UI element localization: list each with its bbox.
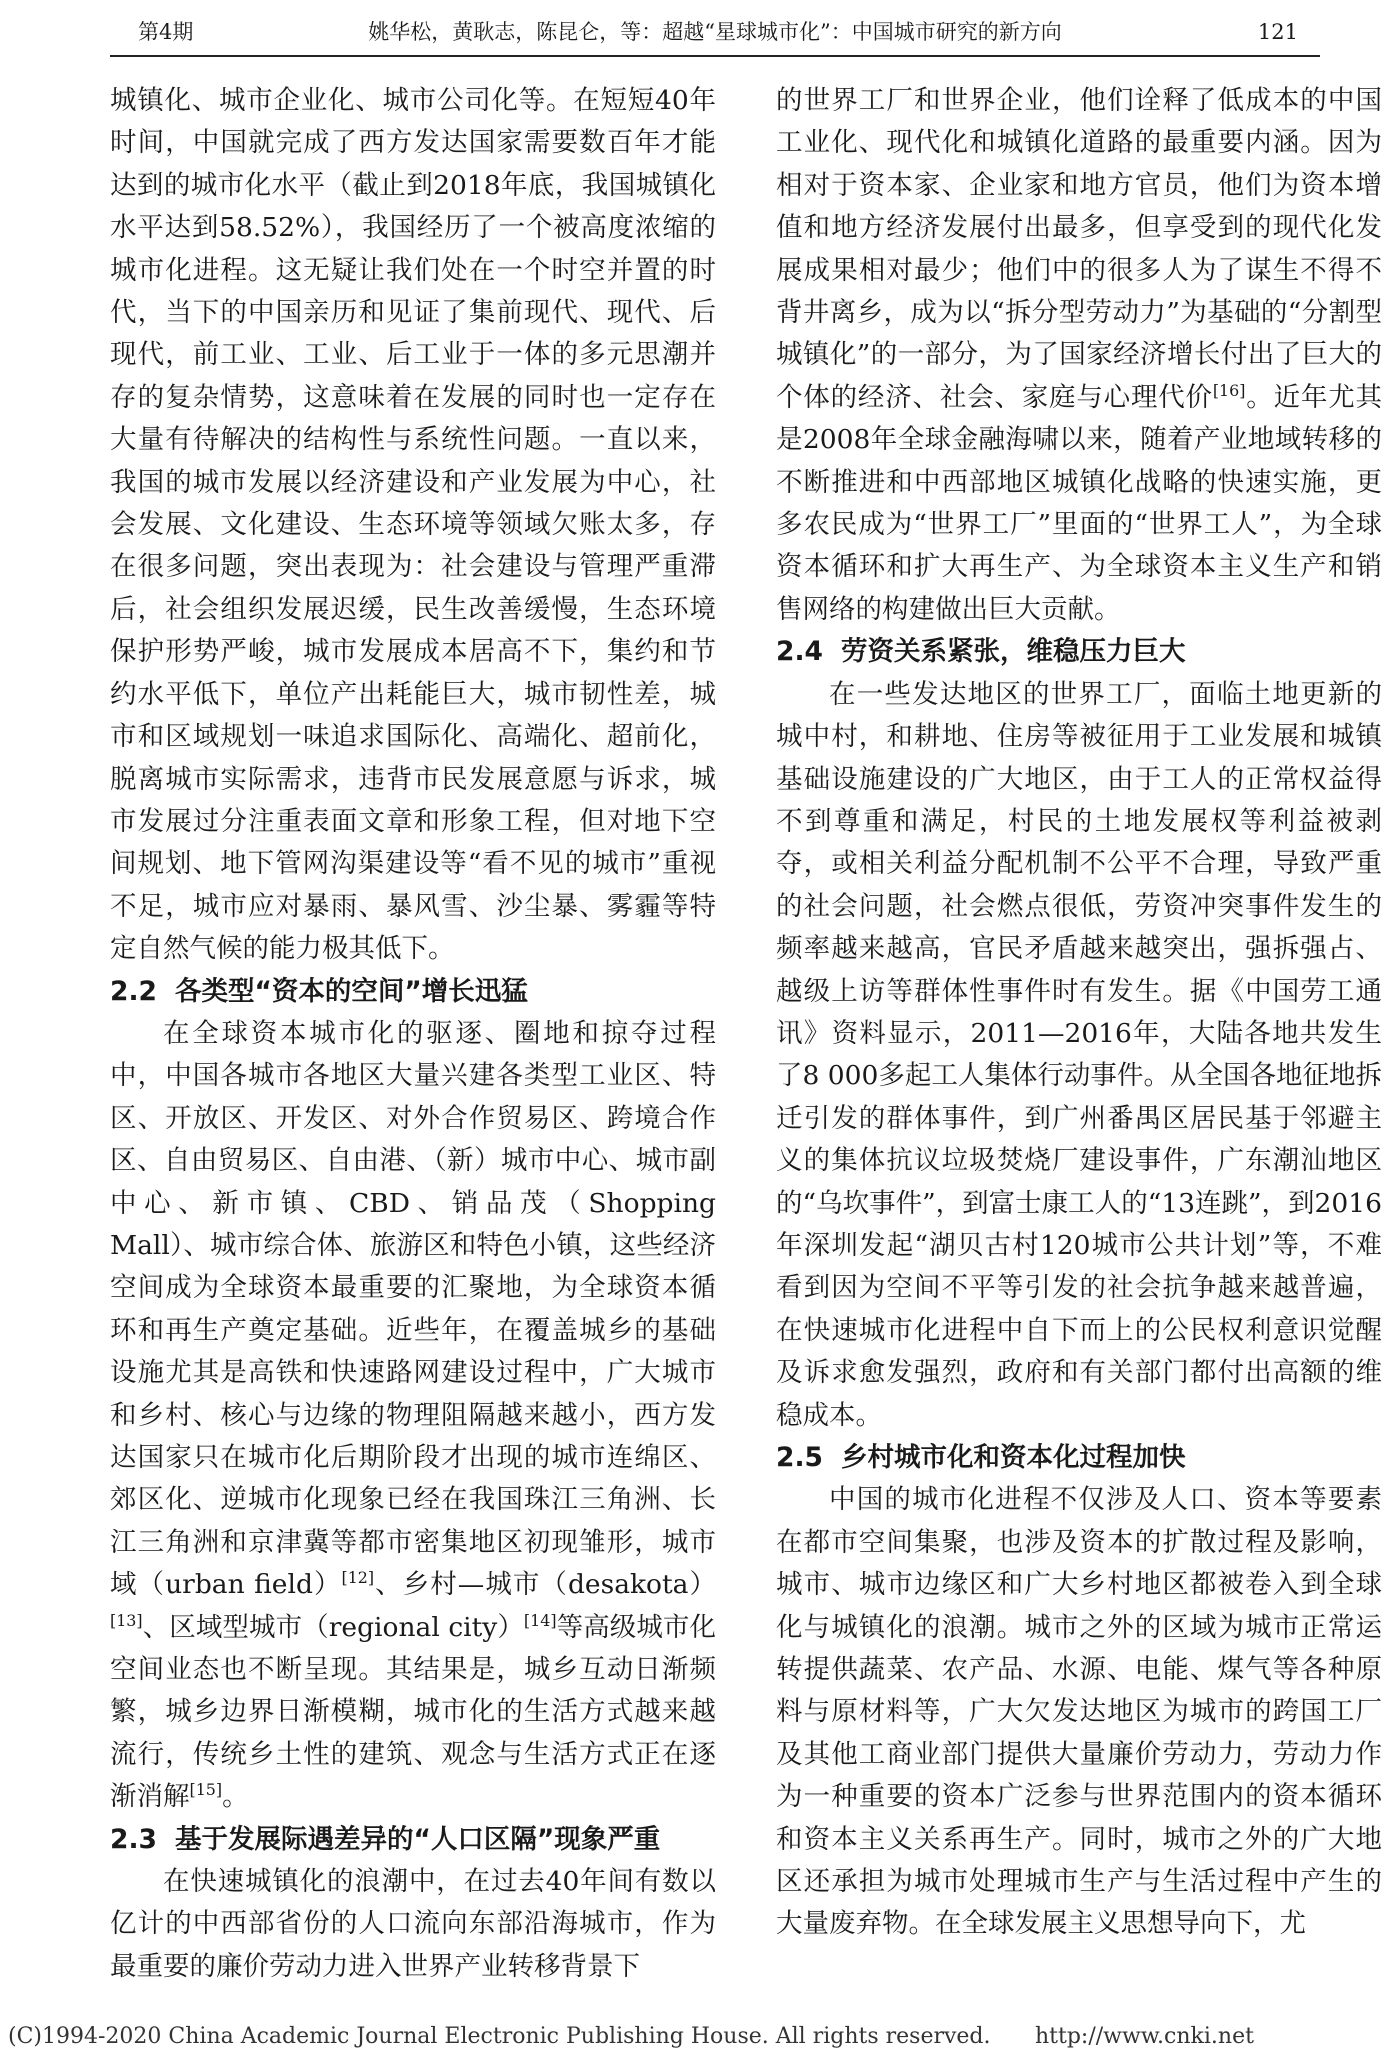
footer-url[interactable]: http://www.cnki.net <box>1035 2024 1254 2049</box>
section-title: 乡村城市化和资本化过程加快 <box>840 1442 1186 1473</box>
section-number: 2.3 <box>110 1823 157 1855</box>
citation-ref-15[interactable]: [15] <box>189 1780 223 1800</box>
page-number: 121 <box>1257 20 1298 44</box>
citation-ref-16[interactable]: [16] <box>1212 381 1246 401</box>
body-paragraph: 在一些发达地区的世界工厂，面临土地更新的城中村，和耕地、住房等被征用于工业发展和城镇基础设施建设的广大地区，由于工人的正常权益得不到尊重和满足，村民的土地发展权等利益被剥夺，或相关利益分配机制不公平不合理，导致严重的社会问题，社会燃点很低，劳资冲突事件发生的频率越来越高，官民矛盾越来越突出，强拆强占、越级上访等群体性事件时有发生。据《中国劳工通讯》资料显示，2011—2016年，大陆各地共发生了8 000多起工人集体行动事件。从全国各地征地拆迁引发的群体事件，到广州番禺区居民基于邻避主义的集体抗议垃圾焚烧厂建设事件，广东潮汕地区的“乌坎事件”，到富士康工人的“13连跳”，到2016年深圳发起“湖贝古村120城市公共计划”等，不难看到因为空间不平等引发的社会抗争越来越普遍，在快速城市化进程中自下而上的公民权利意识觉醒及诉求愈发强烈，政府和有关部门都付出高额的维稳成本。 <box>776 678 1382 1431</box>
citation-ref-14[interactable]: [14] <box>523 1610 557 1630</box>
running-header <box>110 14 1320 50</box>
body-paragraph <box>110 1013 716 1819</box>
issue-label: 第4期 <box>138 20 194 44</box>
section-heading-2-3 <box>110 1819 716 1861</box>
citation-ref-13[interactable]: [13] <box>110 1610 143 1630</box>
copyright-footer <box>0 2022 1398 2052</box>
text-run: 、区域型城市（regional city） <box>142 1611 524 1643</box>
section-title: 劳资关系紧张，维稳压力巨大 <box>840 636 1186 668</box>
body-paragraph: 中国的城市化进程不仅涉及人口、资本等要素在都市空间集聚，也涉及资本的扩散过程及影响，城市、城市边缘区和广大乡村地区都被卷入到全球化与城镇化的浪潮。城市之外的区域为城市正常运转提供蔬菜、农产品、水源、电能、煤气等各种原料与原材料等，广大欠发达地区为城市的跨国工厂及其他工商业部门提供大量廉价劳动力，劳动力作为一种重要的资本广泛参与世界范围内的资本循环和资本主义关系再生产。同时，城市之外的广大地区还承担为城市处理城市生产与生活过程中产生的大量废弃物。在全球发展主义思想导向下，尤 <box>776 1484 1382 1940</box>
body-paragraph: 在快速城镇化的浪潮中，在过去40年间有数以亿计的中西部省份的人口流向东部沿海城市，作为最重要的廉价劳动力进入世界产业转移背景下 <box>110 1866 716 1982</box>
left-column <box>110 80 716 1988</box>
text-run: 。近年尤其是2008年全球金融海啸以来，随着产业地域转移的不断推进和中西部地区城镇化战略的快速实施，更多农民成为“世界工厂”里面的“世界工人”，为全球资本循环和扩大再生产、为全球资本主义生产和销售网络的构建做出巨大贡献。 <box>776 381 1383 625</box>
running-title: 姚华松，黄耿志，陈昆仑，等：超越“星球城市化”：中国城市研究的新方向 <box>368 20 1062 44</box>
header-rule <box>110 55 1320 57</box>
text-run: 等高级城市化空间业态也不断呈现。其结果是，城乡互动日渐频繁，城乡边界日渐模糊，城市化的生活方式越来越流行，传统乡土性的建筑、观念与生活方式正在逐渐消解 <box>110 1611 717 1813</box>
text-run: 在全球资本城市化的驱逐、圈地和掠夺过程中，中国各城市各地区大量兴建各类型工业区、特区、开放区、开发区、对外合作贸易区、跨境合作区、自由贸易区、自由港、（新）城市中心、城市副中心、新市镇、CBD、销品茂（Shopping Mall）、城市综合体、旅游区和特色小镇，这些经济空间成为全球资本最重要的汇聚地，为全球资本循环和再生产奠定基础。近些年，在覆盖城乡的基础设施尤其是高铁和快速路网建设过程中，广大城市和乡村、核心与边缘的物理阻隔越来越小，西方发达国家只在城市化后期阶段才出现的城市连绵区、郊区化、逆城市化现象已经在我国珠江三角洲、长江三角洲和京津冀等都市密集地区初现雏形，城市域（urban field） <box>110 1017 716 1601</box>
section-heading-2-4 <box>776 631 1382 673</box>
section-number: 2.2 <box>110 975 157 1007</box>
citation-ref-12[interactable]: [12] <box>341 1568 375 1588</box>
text-run: 的世界工厂和世界企业，他们诠释了低成本的中国工业化、现代化和城镇化道路的最重要内涵。因为相对于资本家、企业家和地方官员，他们为资本增值和地方经济发展付出最多，但享受到的现代化发展成果相对最少；他们中的很多人为了谋生不得不背井离乡，成为以“拆分型劳动力”为基础的“分割型城镇化”的一部分，为了国家经济增长付出了巨大的个体的经济、社会、家庭与心理代价 <box>776 85 1382 413</box>
section-number: 2.5 <box>776 1442 823 1473</box>
text-run: 。 <box>222 1781 249 1813</box>
body-paragraph <box>776 80 1382 631</box>
body-paragraph: 城镇化、城市企业化、城市公司化等。在短短40年时间，中国就完成了西方发达国家需要数百年才能达到的城市化水平（截止到2018年底，我国城镇化水平达到58.52%），我国经历了一个被高度浓缩的城市化进程。这无疑让我们处在一个时空并置的时代，当下的中国亲历和见证了集前现代、现代、后现代，前工业、工业、后工业于一体的多元思潮并存的复杂情势，这意味着在发展的同时也一定存在大量有待解决的结构性与系统性问题。一直以来，我国的城市发展以经济建设和产业发展为中心，社会发展、文化建设、生态环境等领域欠账太多，存在很多问题，突出表现为：社会建设与管理严重滞后，社会组织发展迟缓，民生改善缓慢，生态环境保护形势严峻，城市发展成本居高不下，集约和节约水平低下，单位产出耗能巨大，城市韧性差，城市和区域规划一味追求国际化、高端化、超前化，脱离城市实际需求，违背市民发展意愿与诉求，城市发展过分注重表面文章和形象工程，但对地下空间规划、地下管网沟渠建设等“看不见的城市”重视不足，城市应对暴雨、暴风雪、沙尘暴、雾霾等特定自然气候的能力极其低下。 <box>110 85 716 965</box>
section-heading-2-5 <box>776 1437 1382 1479</box>
right-column <box>776 80 1382 1946</box>
section-title: 各类型“资本的空间”增长迅猛 <box>174 975 528 1007</box>
section-title: 基于发展际遇差异的“人口区隔”现象严重 <box>174 1823 661 1855</box>
copyright-text: (C)1994-2020 China Academic Journal Electronic Publishing House. All rights reserved. <box>8 2024 991 2049</box>
text-run: 、乡村—城市（desakota） <box>374 1569 716 1601</box>
section-number: 2.4 <box>776 636 823 668</box>
section-heading-2-2 <box>110 971 716 1013</box>
